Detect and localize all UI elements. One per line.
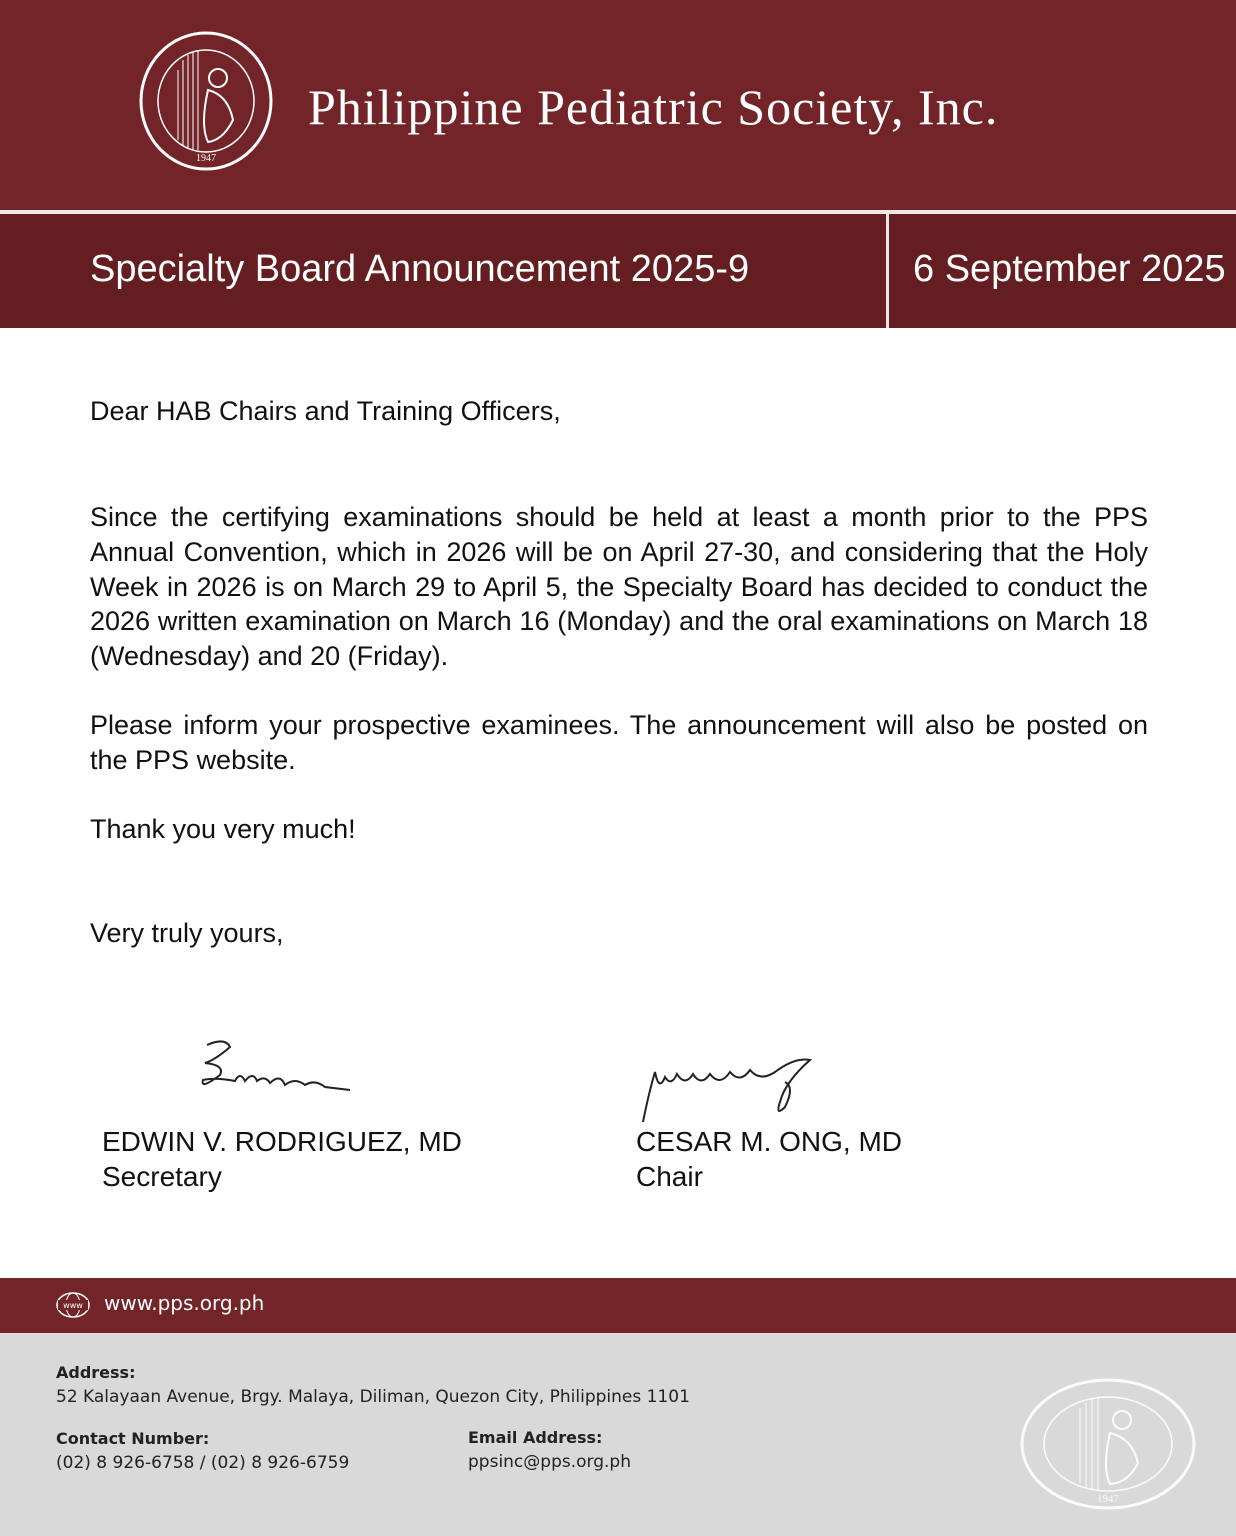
address-value: 52 Kalayaan Avenue, Brgy. Malaya, Diliman, Quezon City, Philippines 1101: [56, 1387, 690, 1407]
announcement-date: 6 September 2025: [913, 248, 1226, 290]
letterhead: [0, 0, 1236, 210]
address-label: Address:: [56, 1363, 136, 1382]
svg-text:1947: 1947: [1097, 1493, 1119, 1505]
email-value[interactable]: ppsinc@pps.org.ph: [468, 1452, 631, 1472]
contact-label: Contact Number:: [56, 1429, 210, 1448]
closing: Very truly yours,: [90, 918, 284, 948]
society-seal-logo: [138, 30, 274, 172]
signatory-2: [636, 1124, 902, 1194]
society-seal-watermark: [1020, 1378, 1196, 1510]
svg-text:www: www: [63, 1301, 83, 1310]
signature-ong: [635, 1052, 815, 1124]
website-bar: [0, 1278, 1236, 1333]
website-link[interactable]: www.pps.org.ph: [104, 1291, 265, 1315]
signatory-name: EDWIN V. RODRIGUEZ, MD: [102, 1126, 462, 1157]
email-label: Email Address:: [468, 1428, 603, 1447]
organization-name: Philippine Pediatric Society, Inc.: [308, 79, 999, 135]
svg-text:1947: 1947: [196, 153, 216, 164]
signature-rodriguez: [195, 1035, 355, 1105]
salutation: Dear HAB Chairs and Training Officers,: [90, 396, 561, 426]
band-divider: [886, 214, 889, 328]
announcement-title: Specialty Board Announcement 2025-9: [90, 248, 750, 290]
globe-www-icon: [55, 1291, 91, 1319]
signatory-name: CESAR M. ONG, MD: [636, 1126, 903, 1157]
announcement-band: [0, 214, 1236, 328]
paragraph-2: Please inform your prospective examinees. The announcement will also be posted on the PPS website.: [90, 710, 1148, 775]
signatory-1: [102, 1124, 462, 1194]
signatory-title: Chair: [636, 1161, 703, 1192]
paragraph-1: Since the certifying examinations should be held at least a month prior to the PPS Annual Convention, which in 2026 will be on April 27-30, and considering that the Holy Week in 2026 is on March 29 to April 5, the Specialty Board has decided to conduct the 2026 written examination on March 16 (Monday) and the oral examinations on March 18 (Wednesday) and 20 (Friday).: [90, 502, 1148, 672]
paragraph-3: Thank you very much!: [90, 814, 356, 844]
signatory-title: Secretary: [102, 1161, 222, 1192]
contact-value: (02) 8 926-6758 / (02) 8 926-6759: [56, 1453, 350, 1473]
